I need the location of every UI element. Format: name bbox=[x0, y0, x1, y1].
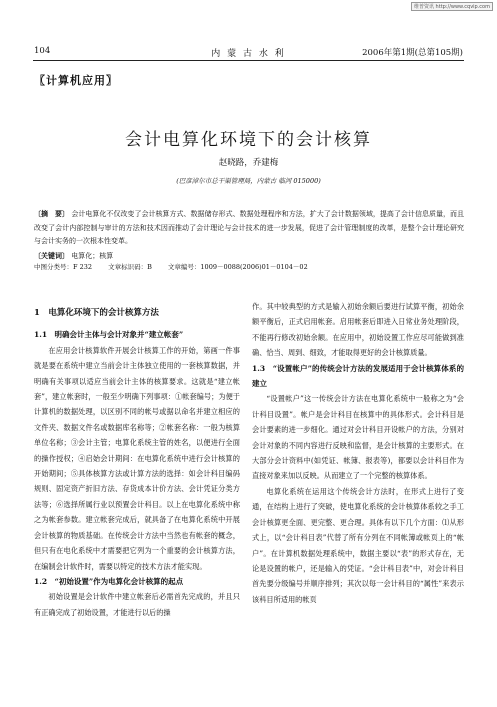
section-heading-1-1: 1.1 明确会计主体与会计对象并“建立帐套” bbox=[34, 330, 184, 340]
abstract bbox=[34, 207, 464, 263]
section-heading-1: 1 电算化环境下的会计核算方法 bbox=[34, 308, 159, 318]
paragraph: 电算化系统在运用这个传统会计方法时，在形式上进行了变通，在结构上进行了突破，使电算化系统的会计核算体系较之手工会计核算更全面、更完整、更合理。具体有以下几个方面：⑴从形式上，以“会计科目表”代替了所有分列在不同帐簿或帐页上的“帐户”。在计算机数据处理系统中，数据主要以“表”的形式存在，无论是设置的帐户，还是输入的凭证。“会计科目表”中，对会计科目首先要分级编号并顺序排列；其次以每一会计科目的“属性”来表示该科目所适用的帐页 bbox=[252, 486, 464, 604]
document-code: 文章标识码：B bbox=[108, 263, 152, 271]
header-rule bbox=[33, 60, 464, 61]
paragraph: 作。其中较典型的方式是输入初始余额后要进行试算平衡，初始余额平衡后，正式启用帐套。启用帐套后即进入日常业务处理阶段，不能再行修改初始余额。在应用中，初始设置工作应尽可能做到准确、恰当、周到、细致，才能取得更好的会计核算质量。 bbox=[252, 302, 464, 358]
watermark: 维普资讯 http://www.cqvip.com bbox=[411, 2, 493, 11]
body-column-left bbox=[34, 296, 240, 620]
clc-number: 中图分类号：F 232 bbox=[34, 263, 92, 271]
column-label: 〖计算机应用〗 bbox=[34, 74, 118, 87]
journal-name: 内 蒙 古 水 利 bbox=[211, 49, 286, 59]
body-column-right bbox=[252, 299, 464, 607]
article-title: 会计电算化环境下的会计核算 bbox=[125, 130, 372, 150]
keywords: 电算化；核算 bbox=[71, 251, 114, 260]
paragraph: “设置帐户”这一传统会计方法在电算化系统中一般称之为“会计科目设置”。帐户是会计科目在核算中的具体形式。会计科目是会计要素的进一步细化。通过对会计科目开设帐户的方法，分别对会计对象的不同内容进行反映和监督，是会计核算的主要形式。在大部分会计资料中(如凭证、帐簿、报表等)，都要以会计科目作为直接对象来加以反映。从而建立了一个完整的核算体系。 bbox=[252, 394, 464, 481]
page-number: 104 bbox=[34, 46, 51, 56]
section-heading-1-3: 1.3 “设置帐户”的传统会计方法的发展适用于会计核算体系的建立 bbox=[252, 363, 464, 389]
paragraph: 在应用会计核算软件开展会计核算工作的开始，第画一件事就是要在系统中建立当前会计主体独立使用的一套核算数据，并明确有关事项以适应当前会计主体的核算要求。这就是“建立帐套”，建立帐套时，一般至少明确下列事项：①帐套编号；为便于计算机的数据处理，以区别不同的帐号或据以命名并建立相应的文件夹、数据文件名或数据库名称等；②帐套名称：一般为核算单位名称；③会计主管；电算化系统主管的姓名，以便进行全面的操作授权；④启始会计期间：在电算化系统中进行会计核算的开始期间；⑤具体核算方法或计算方法的选择：如会计科目编码规则、固定资产折旧方法、存货成本计价方法、会计凭证分类方法等；⑥选择所属行业以预置会计科目。以上在电算化系统中称之为帐套参数。建立帐套完成后，就具备了在电算化系统中开展会计核算的物质基础。在传统会计方法中当然也有帐套的概念，但只有在电化系统中才需要把它列为一个重要的会计核算方法，在编制会计软件时，需要以特定的技术方法才能实现。 bbox=[34, 345, 240, 571]
affiliation: (巴彦淖尔市总干渠管理局，内蒙古 临河 015000) bbox=[176, 177, 321, 185]
paragraph: 初始设置是会计软件中建立帐套后必需首先完成的，并且只有正确完成了初始设置，才能进行以后的操 bbox=[34, 592, 240, 617]
issue-info: 2006年第1期(总第105期) bbox=[362, 48, 463, 58]
article-number: 文章编号：1009－0088(2006)01－0104－02 bbox=[167, 263, 308, 271]
authors: 赵晓路，乔建梅 bbox=[218, 158, 279, 168]
abstract-label: 〔摘 要〕 bbox=[34, 209, 70, 218]
keywords-label: 〔关键词〕 bbox=[34, 250, 69, 260]
section-heading-1-2: 1.2 “初始设置”作为电算化会计核算的起点 bbox=[34, 576, 184, 586]
abstract-text: 会计电算化不仅改变了会计核算方式、数据储存形式、数据处理程序和方法，扩大了会计数据领域，提高了会计信息质量，而且改变了会计内部控制与审计的方法和技术因而推动了会计理论与会计技术的进一步发展，促进了会计管理制度的改革，是整个会计理论研究与会计实务的一次根本性变革。 bbox=[34, 210, 465, 245]
classification-line bbox=[34, 262, 322, 271]
